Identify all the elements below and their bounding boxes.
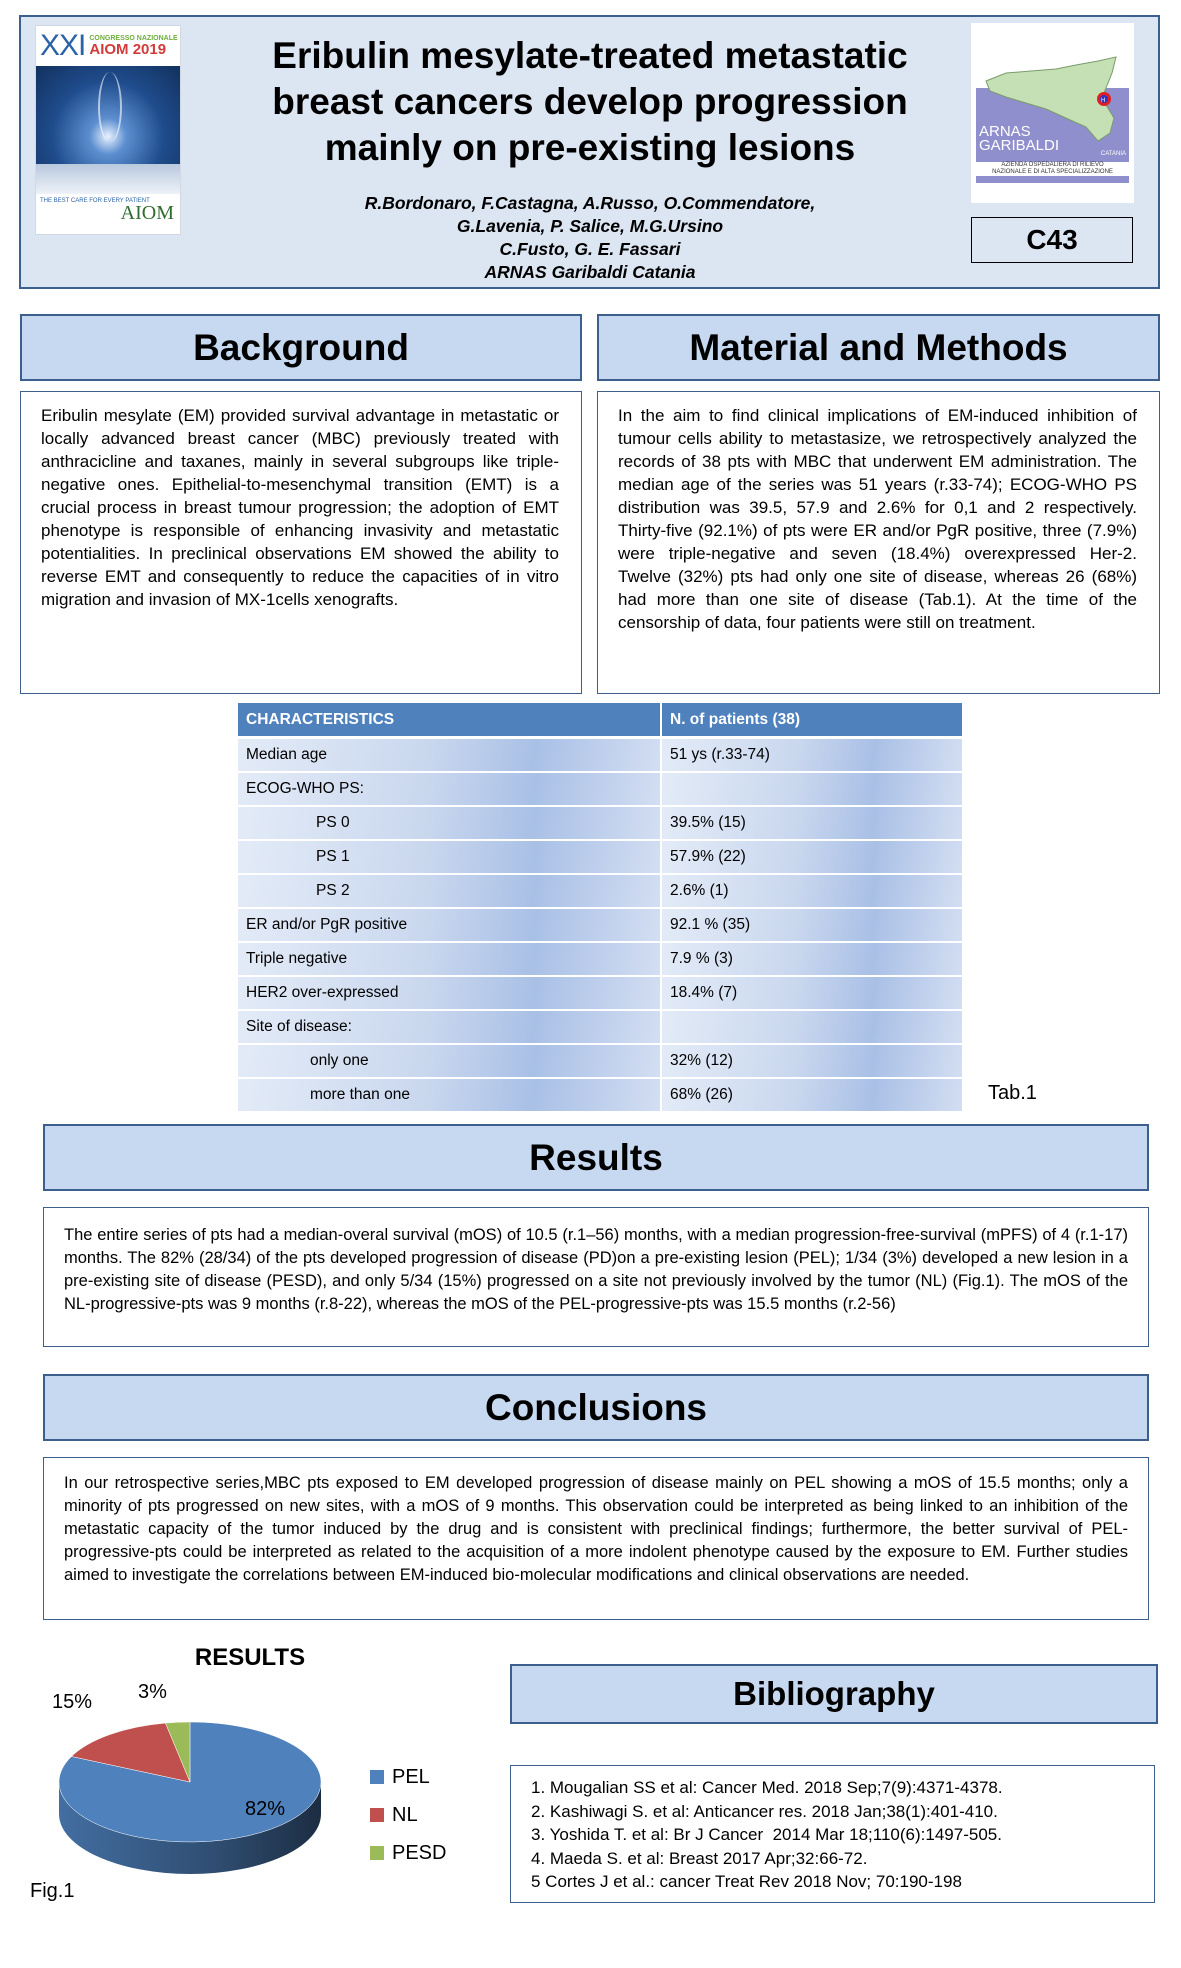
- authors-line: R.Bordonaro, F.Castagna, A.Russo, O.Commendatore,: [364, 193, 816, 213]
- table-row: [238, 772, 963, 806]
- conclusions-section: [43, 1457, 1149, 1620]
- reference-item: 3. Yoshida T. et al: Br J Cancer 2014 Mar 18;110(6):1497-505.: [531, 1825, 1002, 1844]
- row-label: ER and/or PgR positive: [238, 908, 661, 942]
- legend-label: NL: [392, 1803, 418, 1826]
- reference-item: 4. Maeda S. et al: Breast 2017 Apr;32:66-72.: [531, 1848, 868, 1868]
- row-value: 18.4% (7): [661, 976, 963, 1010]
- results-heading: Results: [43, 1124, 1149, 1191]
- reference-item: 2. Kashiwagi S. et al: Anticancer res. 2018 Jan;38(1):401-410.: [531, 1801, 998, 1821]
- title-line: breast cancers develop progression: [272, 81, 908, 122]
- city-skyline-icon: [36, 164, 180, 194]
- logo-brand: AIOM: [120, 202, 174, 224]
- logo-name-line1: ARNAS: [979, 123, 1031, 140]
- table-header-row: [238, 703, 963, 738]
- row-value: 32% (12): [661, 1044, 963, 1078]
- results-text: The entire series of pts had a median-overal survival (mOS) of 10.5 (r.1–56) months, with a median progression-free-survival (mPFS) of 4 (r.1-17) months. The 82% (28/34) of the pts developed progression of disease (PD)on a pre-existing lesion (PEL); 1/34 (3%) developed a new lesion in a pre-existing site of disease (PESD), and only 5/34 (15%) progressed on a site not previously involved by the tumor (NL) (Fig.1). The mOS of the NL-progressive-pts was 9 months (r.8-22), whereas the mOS of the PEL-progressive-pts was 15.5 months (r.2-56): [64, 1226, 1128, 1313]
- reference-item: 1. Mougalian SS et al: Cancer Med. 2018 Sep;7(9):4371-4378.: [531, 1778, 1003, 1797]
- authors-line: G.Lavenia, P. Salice, M.G.Ursino: [456, 216, 724, 236]
- legend-swatch: [370, 1846, 384, 1860]
- reference-item: 5 Cortes J et al.: cancer Treat Rev 2018 Nov; 70:190-198: [531, 1872, 962, 1891]
- row-value: 92.1 % (35): [661, 908, 963, 942]
- logo-slogan: THE BEST CARE FOR EVERY PATIENT: [40, 198, 150, 204]
- logo-subtitle-line1: AZIENDA OSPEDALIERA DI RILIEVO: [1001, 162, 1104, 168]
- table-caption: Tab.1: [988, 1082, 1037, 1104]
- authors-line: C.Fusto, G. E. Fassari: [499, 239, 681, 259]
- table-row: [238, 874, 963, 908]
- table-row: [238, 840, 963, 874]
- legend-swatch: [370, 1770, 384, 1784]
- row-value: 51 ys (r.33-74): [661, 738, 963, 773]
- table-row: [238, 908, 963, 942]
- row-value: [661, 1010, 963, 1044]
- logo-line2: AIOM 2019: [89, 41, 167, 58]
- row-label: PS 0: [238, 806, 661, 840]
- row-value: 2.6% (1): [661, 874, 963, 908]
- bibliography-heading: Bibliography: [510, 1664, 1158, 1724]
- authors: [200, 192, 980, 284]
- row-label: more than one: [238, 1078, 661, 1112]
- results-pie-chart: [40, 1681, 360, 1890]
- table-header-patients: N. of patients (38): [661, 703, 963, 738]
- pie-label-pesd: 3%: [138, 1681, 167, 1703]
- dna-hand-illustration: [36, 66, 180, 194]
- conclusions-heading: Conclusions: [43, 1374, 1149, 1441]
- conclusions-text: In our retrospective series,MBC pts exposed to EM developed progression of disease mainly on PEL showing a mOS of 15.5 months; only a minority of pts progressed on new sites, with a mOS of 9 months. This observation could be interpreted as being linked to an inhibition of the metastatic capacity of the tumor induced by the drug and is consistent with preclinical findings; furthermore, the better survival of PEL-progressive-pts could be interpreted as related to the acquisition of a more indolent phenotype caused by the exposure to EM. Further studies aimed to investigate the correlations between EM-induced bio-molecular modifications and clinical observations are needed.: [64, 1474, 1128, 1584]
- dna-icon: [98, 72, 122, 142]
- table-row: [238, 976, 963, 1010]
- chart-legend: [370, 1758, 446, 1872]
- hospital-marker: H: [1101, 98, 1106, 104]
- logo-edition: XXI: [40, 29, 86, 62]
- logo-line1: CONGRESSO NAZIONALE: [89, 35, 178, 42]
- table-row: [238, 1078, 963, 1112]
- poster-code: C43: [971, 217, 1133, 263]
- table-header-characteristics: CHARACTERISTICS: [238, 703, 661, 738]
- results-section: [43, 1207, 1149, 1347]
- bibliography-section: [510, 1765, 1155, 1903]
- chart-title: RESULTS: [194, 1644, 306, 1671]
- legend-item: [370, 1758, 446, 1796]
- aiom-congress-logo: [35, 25, 181, 235]
- row-value: 57.9% (22): [661, 840, 963, 874]
- table-row: [238, 942, 963, 976]
- background-text: Eribulin mesylate (EM) provided survival advantage in metastatic or locally advanced breast cancer (MBC) previously treated with anthracicline and taxanes, mainly in several subgroups like triple-negative ones. Epithelial-to-mesenchymal transition (EMT) is a crucial process in breast tumour progression; the adoption of EMT phenotype is responsible of enhancing invasivity and metastatic potentialities. In preclinical observations EM showed the ability to reverse EMT and consequently to reduce the capacities of in vitro migration and invasion of MX-1cells xenografts.: [41, 406, 559, 609]
- table-row: [238, 806, 963, 840]
- legend-item: [370, 1834, 446, 1872]
- methods-heading: Material and Methods: [597, 314, 1160, 381]
- legend-item: [370, 1796, 446, 1834]
- background-heading: Background: [20, 314, 582, 381]
- row-label: Median age: [238, 738, 661, 773]
- row-value: 68% (26): [661, 1078, 963, 1112]
- legend-label: PESD: [392, 1841, 447, 1864]
- characteristics-table: [238, 703, 964, 1113]
- row-label: Site of disease:: [238, 1010, 661, 1044]
- arnas-garibaldi-logo: [971, 23, 1134, 203]
- title-line: mainly on pre-existing lesions: [324, 127, 856, 168]
- row-label: PS 1: [238, 840, 661, 874]
- row-value: 39.5% (15): [661, 806, 963, 840]
- poster-title: [200, 33, 980, 171]
- row-value: 7.9 % (3): [661, 942, 963, 976]
- row-label: PS 2: [238, 874, 661, 908]
- table-row: [238, 738, 963, 773]
- figure-caption: Fig.1: [30, 1880, 75, 1902]
- logo-subtitle-line2: NAZIONALE E DI ALTA SPECIALIZZAZIONE: [992, 169, 1113, 175]
- row-label: only one: [238, 1044, 661, 1078]
- methods-text: In the aim to find clinical implications of EM-induced inhibition of tumour cells ability to metastasize, we retrospectively analyzed the records of 38 pts with MBC that underwent EM administration. The median age of the series was 51 years (r.33-74); ECOG-WHO PS distribution was 39.5, 57.9 and 2.6% for 0,1 and 2 respectively. Thirty-five (92.1%) of pts were ER and/or PgR positive, three (7.9%) were triple-negative and seven (18.4%) overexpressed Her-2. Twelve (32%) pts had only one site of disease, whereas 26 (68%) had more than one site of disease (Tab.1). At the time of the censorship of data, four patients were still on treatment.: [618, 406, 1137, 632]
- logo-city: CATANIA: [1100, 151, 1126, 157]
- title-line: Eribulin mesylate-treated metastatic: [272, 35, 908, 76]
- pie-label-nl: 15%: [52, 1691, 93, 1713]
- table-row: [238, 1010, 963, 1044]
- table-row: [238, 1044, 963, 1078]
- row-label: HER2 over-expressed: [238, 976, 661, 1010]
- affiliation: ARNAS Garibaldi Catania: [484, 262, 696, 282]
- background-section: [20, 391, 582, 694]
- logo-name-line2: GARIBALDI: [979, 137, 1060, 154]
- row-value: [661, 772, 963, 806]
- methods-section: [597, 391, 1160, 694]
- row-label: ECOG-WHO PS:: [238, 772, 661, 806]
- legend-swatch: [370, 1808, 384, 1822]
- pie-label-pel: 82%: [245, 1798, 286, 1820]
- legend-label: PEL: [392, 1765, 430, 1788]
- row-label: Triple negative: [238, 942, 661, 976]
